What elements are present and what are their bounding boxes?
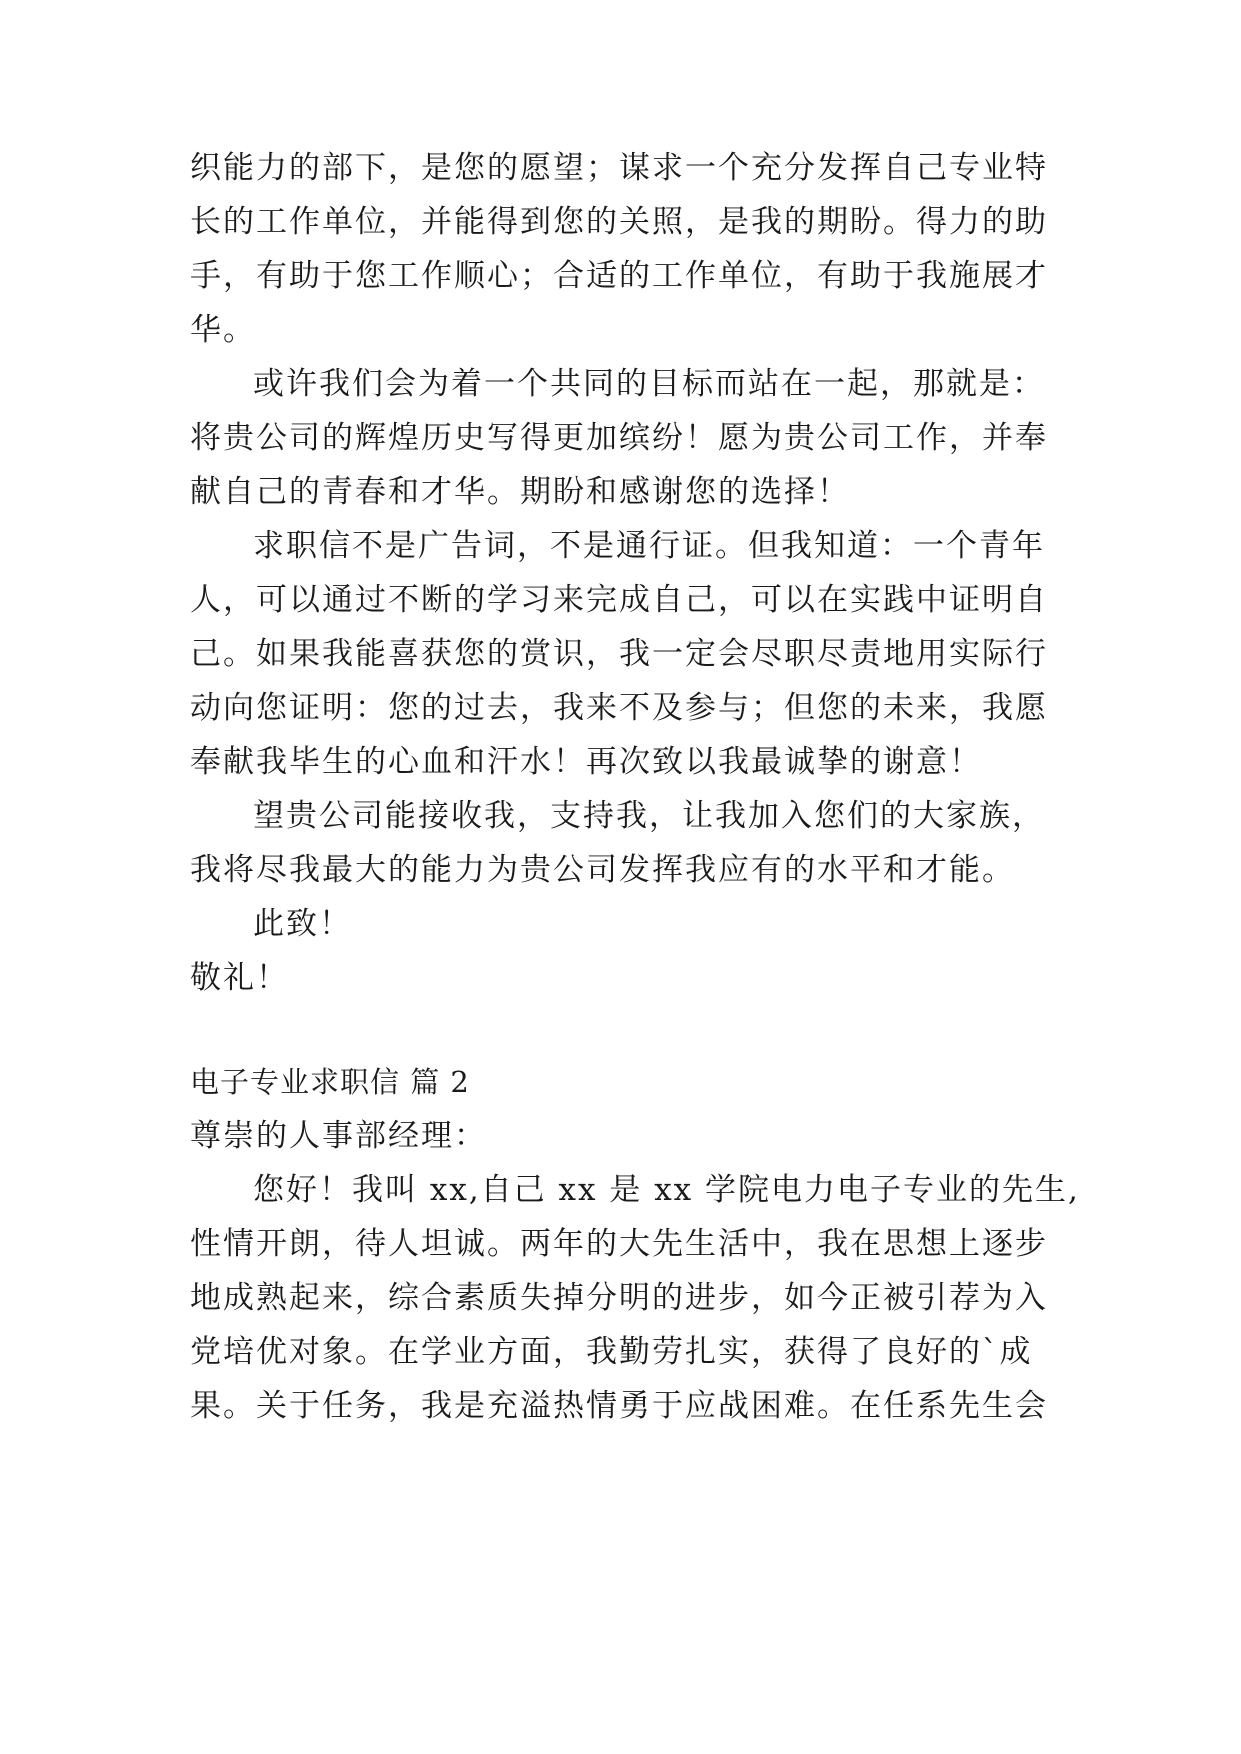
salutation: 尊崇的人事部经理： bbox=[190, 1118, 487, 1154]
paragraph-first-line: 求职信不是广告词，不是通行证。但我知道：一个青年 bbox=[253, 528, 1045, 564]
closing-line: 此致！ bbox=[253, 906, 352, 942]
text-line: 果。关于任务，我是充溢热情勇于应战困难。在任系先生会 bbox=[190, 1388, 1048, 1424]
section-heading: 电子专业求职信 篇 2 bbox=[190, 1065, 470, 1099]
text-line: 己。如果我能喜获您的赏识，我一定会尽职尽责地用实际行 bbox=[190, 636, 1048, 672]
paragraph-first-line: 或许我们会为着一个共同的目标而站在一起，那就是： bbox=[253, 366, 1045, 402]
text-line: 人，可以通过不断的学习来完成自己，可以在实践中证明自 bbox=[190, 582, 1048, 618]
text-line: 地成熟起来，综合素质失掉分明的进步，如今正被引荐为入 bbox=[190, 1280, 1048, 1316]
paragraph-first-line: 望贵公司能接收我，支持我，让我加入您们的大家族， bbox=[253, 798, 1045, 834]
text-line: 我将尽我最大的能力为贵公司发挥我应有的水平和才能。 bbox=[190, 852, 1015, 888]
text-line: 献自己的青春和才华。期盼和感谢您的选择！ bbox=[190, 474, 850, 510]
text-line: 奉献我毕生的心血和汗水！再次致以我最诚挚的谢意！ bbox=[190, 744, 982, 780]
text-line: 华。 bbox=[190, 312, 256, 348]
text-line: 长的工作单位，并能得到您的关照，是我的期盼。得力的助 bbox=[190, 204, 1048, 240]
text-line: 性情开朗，待人坦诚。两年的大先生活中，我在思想上逐步 bbox=[190, 1226, 1048, 1262]
text-line: 手，有助于您工作顺心；合适的工作单位，有助于我施展才 bbox=[190, 258, 1048, 294]
text-line: 党培优对象。在学业方面，我勤劳扎实，获得了良好的`成 bbox=[190, 1334, 1033, 1370]
closing-regards: 敬礼！ bbox=[190, 960, 289, 996]
text-line: 将贵公司的辉煌历史写得更加缤纷！愿为贵公司工作，并奉 bbox=[190, 420, 1048, 456]
paragraph-first-line: 您好！我叫 xx,自己 xx 是 xx 学院电力电子专业的先生, bbox=[253, 1172, 1080, 1208]
text-line: 动向您证明：您的过去，我来不及参与；但您的未来，我愿 bbox=[190, 690, 1048, 726]
text-line: 织能力的部下，是您的愿望；谋求一个充分发挥自己专业特 bbox=[190, 150, 1048, 186]
